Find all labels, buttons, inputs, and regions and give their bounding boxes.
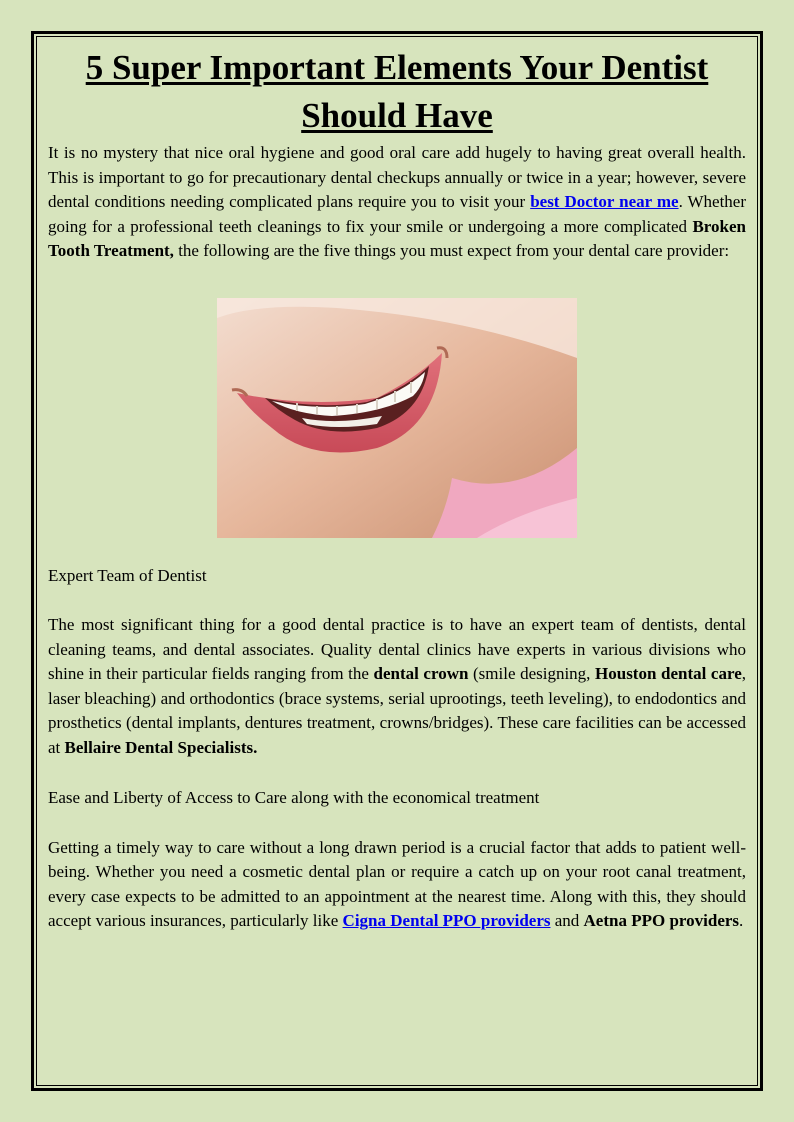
intro-text-2: . Whether going for a professional teeth cleanings to fix your smile or undergoing a more complicated: [48, 192, 746, 236]
expert-text-2: (smile designing,: [468, 664, 596, 683]
smile-illustration: [217, 298, 577, 538]
section-paragraph-access: [48, 836, 746, 934]
section-paragraph-expert-team: [48, 613, 746, 760]
access-text-3: .: [739, 911, 744, 930]
intro-paragraph: [48, 141, 746, 264]
best-doctor-link[interactable]: best Doctor near me: [530, 192, 679, 211]
section-heading-expert-team: Expert Team of Dentist: [48, 565, 207, 585]
aetna-ppo-bold: Aetna PPO providers: [583, 911, 740, 930]
cigna-ppo-link[interactable]: Cigna Dental PPO providers: [342, 911, 551, 930]
page-title: 5 Super Important Elements Your Dentist Should Have: [85, 48, 709, 135]
expert-text-1: The most significant thing for a good dental practice is to have an expert team of dentists, dental cleaning teams, and dental associates. Quality dental clinics have experts in various divisions who shine in their particular fields ranging from the: [48, 615, 746, 683]
broken-tooth-treatment-bold: Broken Tooth Treatment,: [48, 216, 746, 260]
article: [48, 44, 746, 934]
houston-dental-care-bold: Houston dental care: [595, 664, 742, 683]
intro-text-1: It is no mystery that nice oral hygiene and good oral care add hugely to having great overall health. This is important to go for precautionary dental checkups annually or twice in a year; however, severe dental conditions needing complicated plans require you to visit your: [48, 143, 746, 211]
access-text-1: Getting a timely way to care without a long drawn period is a crucial factor that adds to patient well-being. Whether you need a cosmetic dental plan or require a catch up on your root canal treatment, every case expects to be admitted to an appointment at the nearest time. Along with this, they should accept various insurances, particularly like: [48, 837, 746, 930]
intro-text-3: the following are the five things you must expect from your dental care provider:: [173, 241, 730, 260]
dental-crown-bold: dental crown: [373, 664, 469, 683]
smiling-mouth-photo: [217, 298, 577, 538]
expert-text-3: , laser bleaching) and orthodontics (brace systems, serial uprootings, teeth leveling), to endodontics and prosthetics (dental implants, dentures treatment, crowns/bridges). These care facilities can be accessed at: [48, 664, 746, 757]
access-text-2: and: [550, 911, 584, 930]
section-heading-access: Ease and Liberty of Access to Care along with the economical treatment: [48, 788, 540, 807]
bellaire-dental-specialists-bold: Bellaire Dental Specialists.: [64, 737, 258, 757]
